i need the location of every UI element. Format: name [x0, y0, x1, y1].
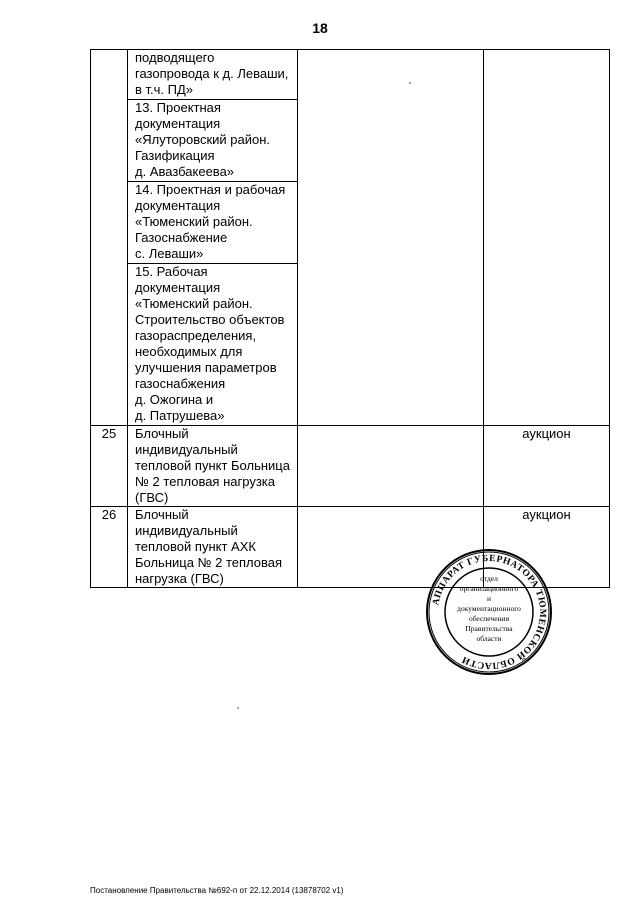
stamp-line: организационного: [459, 584, 519, 593]
stamp-line: Правительства: [465, 624, 513, 633]
stamp-ring-text: АППАРАТ ГУБЕРНАТОРА ТЮМЕНСКОЙ ОБЛАСТИ: [431, 553, 548, 671]
table-row: [91, 426, 610, 507]
procurement-table: [90, 49, 610, 588]
scan-speck: [237, 707, 239, 709]
procurement-method-cell: аукцион: [484, 426, 610, 507]
object-name-cell: [128, 507, 298, 588]
text-line: газопровода к д. Леваши,: [135, 66, 289, 81]
stamp-line: отдел: [480, 574, 498, 583]
text-line: с. Леваши»: [135, 246, 204, 261]
sub-item: [128, 263, 297, 425]
text-line: подводящего: [135, 50, 215, 65]
text-line: д. Ожогина и: [135, 392, 214, 407]
table-row: [91, 50, 610, 426]
stamp-line: и: [486, 594, 492, 603]
text-line: нагрузка (ГВС): [135, 571, 224, 586]
text-line: необходимых для: [135, 344, 243, 359]
stamp-line: области: [476, 634, 502, 643]
sub-item: [128, 99, 297, 181]
stamp-line: обеспечения: [468, 614, 510, 623]
object-name-cell: [128, 50, 298, 426]
row-number-cell: 26: [91, 507, 128, 588]
procurement-method-cell: [484, 50, 610, 426]
empty-cell: [298, 426, 484, 507]
text-line: Блочный: [135, 426, 189, 441]
text-line: 13. Проектная: [135, 100, 221, 115]
text-line: «Ялуторовский район.: [135, 132, 271, 147]
text-line: Газоснабжение: [135, 230, 228, 245]
text-line: документация: [135, 280, 221, 295]
text-line: Строительство объектов: [135, 312, 285, 327]
sub-item: [128, 50, 297, 99]
text-line: газораспределения,: [135, 328, 257, 343]
scan-speck: [409, 82, 411, 84]
text-line: д. Авазбакеева»: [135, 164, 235, 179]
text-line: 15. Рабочая: [135, 264, 208, 279]
text-line: тепловой пункт АХК: [135, 539, 256, 554]
page-number: 18: [312, 20, 328, 36]
text-line: в т.ч. ПД»: [135, 82, 194, 97]
text-line: улучшения параметров: [135, 360, 277, 375]
text-line: д. Патрушева»: [135, 408, 225, 423]
text-line: Блочный: [135, 507, 189, 522]
procurement-method-cell: аукцион: [484, 507, 610, 588]
text-line: индивидуальный: [135, 442, 238, 457]
empty-cell: [298, 50, 484, 426]
text-line: индивидуальный: [135, 523, 238, 538]
text-line: 14. Проектная и рабочая: [135, 182, 286, 197]
text-line: Больница № 2 тепловая: [135, 555, 283, 570]
row-number-cell: 25: [91, 426, 128, 507]
object-name-cell: [128, 426, 298, 507]
text-line: (ГВС): [135, 490, 169, 505]
stamp-line: документационного: [457, 604, 521, 613]
text-line: документация: [135, 116, 221, 131]
text-line: документация: [135, 198, 221, 213]
text-line: «Тюменский район.: [135, 296, 253, 311]
document-footer: Постановление Правительства №692-п от 22.12.2014 (13878702 v1): [90, 886, 344, 895]
text-line: «Тюменский район.: [135, 214, 253, 229]
text-line: газоснабжения: [135, 376, 226, 391]
text-line: тепловой пункт Больница: [135, 458, 290, 473]
text-line: Газификация: [135, 148, 215, 163]
sub-item: [128, 181, 297, 263]
official-stamp: [425, 548, 553, 676]
text-line: № 2 тепловая нагрузка: [135, 474, 275, 489]
row-number-cell: [91, 50, 128, 426]
